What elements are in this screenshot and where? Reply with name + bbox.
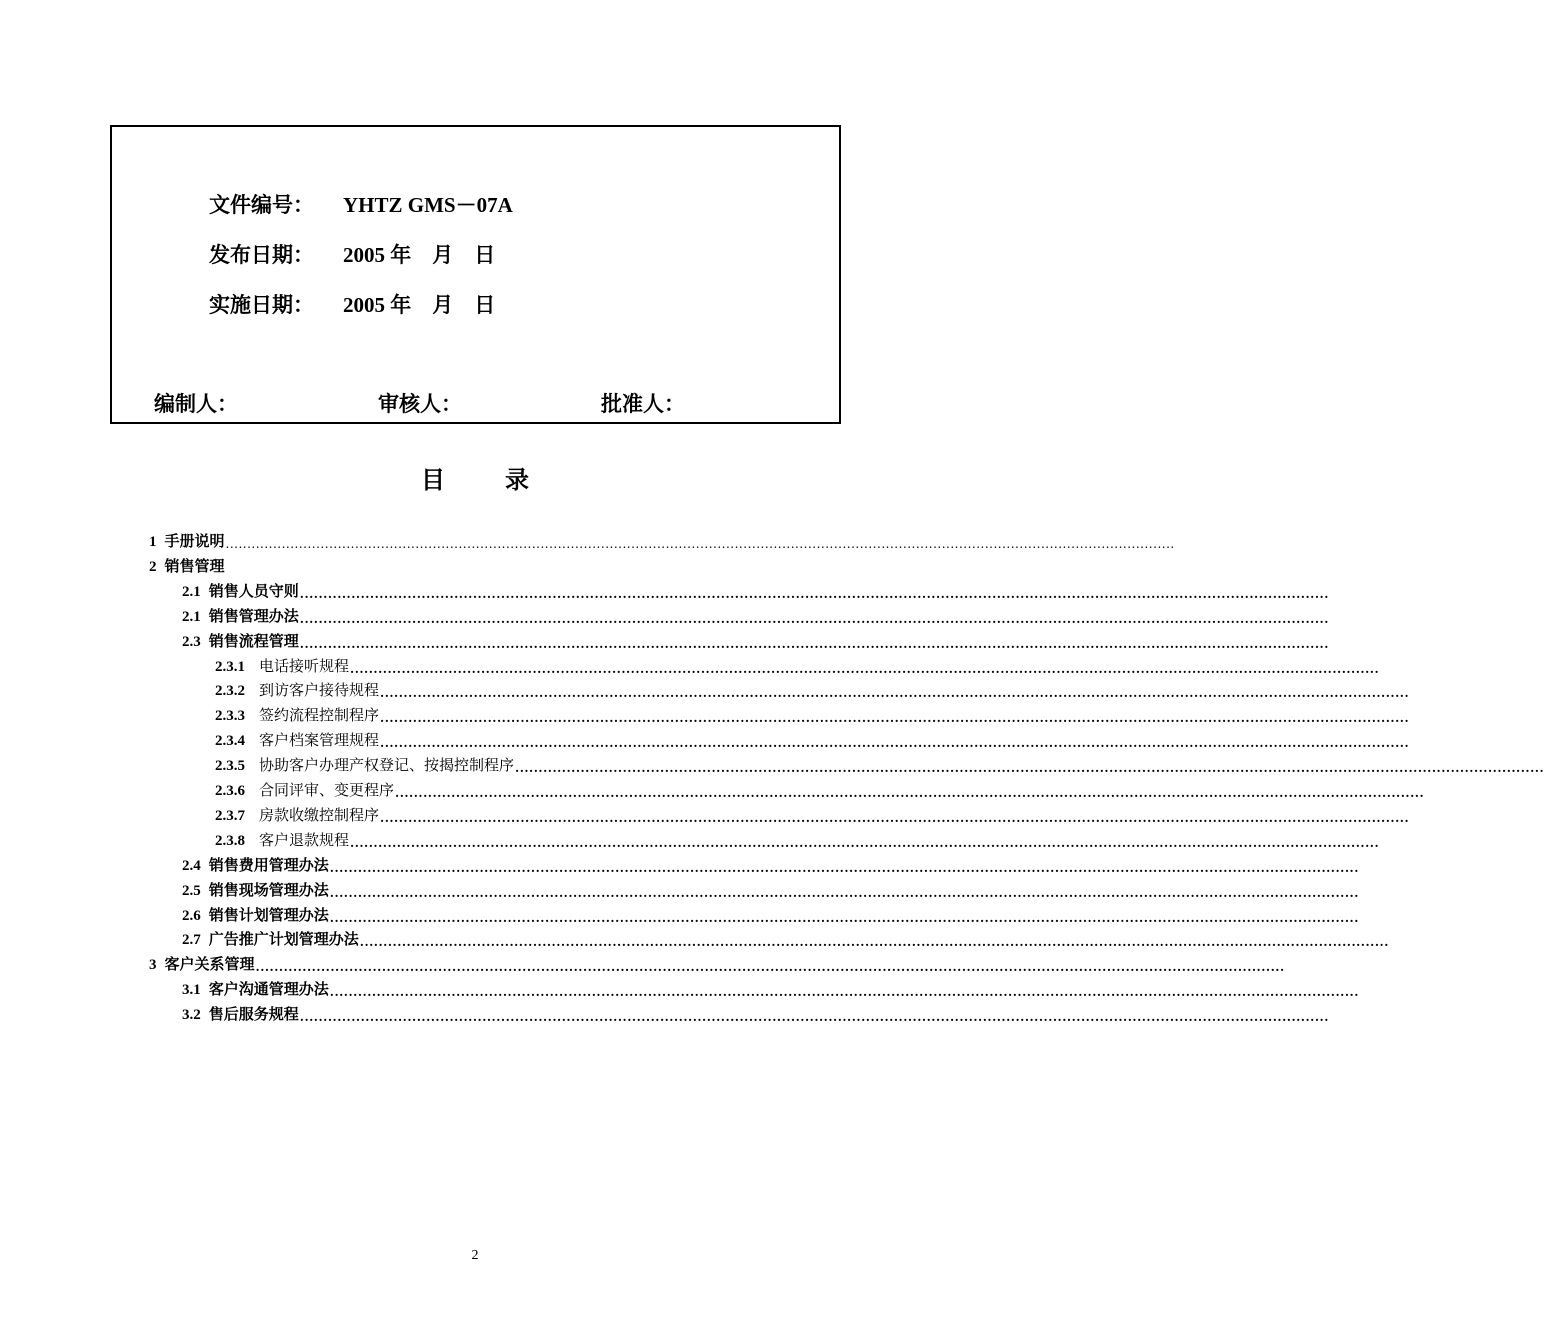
toc-entry-title: 客户沟通管理办法 <box>208 980 329 999</box>
toc-entry[interactable] <box>215 751 1544 776</box>
toc-entry-title: 销售管理 <box>164 556 225 575</box>
toc-dot-leader: ............................................................................................................................................................................................................................ <box>329 860 1359 875</box>
toc-entry[interactable] <box>215 701 1410 726</box>
toc-entry-title: 电话接听规程 <box>259 656 350 675</box>
toc-entry-title: 销售费用管理办法 <box>208 855 329 874</box>
toc-entry-title: 协助客户办理产权登记、按揭控制程序 <box>259 756 515 775</box>
toc-entry-title: 手册说明 <box>164 532 225 550</box>
toc-entry[interactable] <box>215 676 1410 701</box>
toc-entry[interactable] <box>215 776 1425 800</box>
toc-dot-leader: ............................................................................................................................................................................................................................ <box>299 636 1329 651</box>
toc-dot-leader: ............................................................................................................................................................................................................................ <box>329 985 1359 1000</box>
toc-entry-number: 2.3.3 <box>215 708 245 725</box>
toc-dot-leader: ............................................................................................................................................................................................................................ <box>380 711 1410 726</box>
toc-entry-number: 3.2 <box>182 1007 201 1024</box>
publish-date-value: 2005 年 月 日 <box>343 243 496 267</box>
toc-entry-number: 2.4 <box>182 857 201 874</box>
toc-entry-title: 销售流程管理 <box>208 631 299 650</box>
toc-entry-number: 2.7 <box>182 932 201 949</box>
toc-dot-leader: ............................................................................................................................................................................................................................ <box>395 786 1425 800</box>
toc-entry[interactable] <box>149 527 1175 551</box>
toc-entry-number: 3.1 <box>182 982 201 999</box>
publish-date-label: 发布日期： <box>209 243 314 267</box>
toc-entry-title: 售后服务规程 <box>208 1005 299 1024</box>
toc-entry[interactable] <box>182 975 1359 1000</box>
toc-dot-leader: ............................................................................................................................................................................................................................ <box>380 810 1410 825</box>
toc-entry[interactable] <box>215 826 1380 850</box>
publish-date-row <box>209 239 495 269</box>
doc-number-row <box>209 189 513 219</box>
toc-entry-title: 客户退款规程 <box>259 830 350 849</box>
toc-dot-leader: ............................................................................................................................................................................................................................ <box>359 935 1389 950</box>
toc-entry[interactable] <box>215 801 1410 825</box>
toc-entry-title: 广告推广计划管理办法 <box>208 930 359 949</box>
toc-entry-title: 合同评审、变更程序 <box>259 781 395 799</box>
toc-title: 目录 <box>421 466 589 494</box>
toc-entry[interactable] <box>215 726 1410 751</box>
approver-signature: 批准人： <box>601 392 685 416</box>
toc-entry-number: 2.3.7 <box>215 807 245 824</box>
toc-entry-number: 2.3.6 <box>215 783 245 799</box>
toc-entry-number: 3 <box>149 957 157 974</box>
toc-entry-number: 2.3.1 <box>215 658 245 675</box>
toc-dot-leader: ............................................................................................................................................................................................................................ <box>350 661 1380 676</box>
toc-entry-number: 2.3.2 <box>215 683 245 700</box>
toc-entry-number: 2.3.8 <box>215 832 245 849</box>
toc-entry-title: 销售人员守则 <box>208 581 299 600</box>
toc-entry-title: 销售现场管理办法 <box>208 880 329 899</box>
toc-entry[interactable] <box>182 627 1329 651</box>
toc-entry-title: 到访客户接待规程 <box>259 681 380 700</box>
doc-number-value: YHTZ GMS－07A <box>343 193 513 217</box>
toc-entry-number: 2 <box>149 558 157 575</box>
author-signature: 编制人： <box>154 392 238 416</box>
toc-dot-leader: ............................................................................................................................................................................................................................ <box>350 835 1380 850</box>
toc-dot-leader: ............................................................................................................................................................................................................................ <box>329 885 1359 900</box>
toc-entry[interactable] <box>182 577 1329 601</box>
effective-date-value: 2005 年 月 日 <box>343 293 496 317</box>
toc-entry[interactable] <box>182 1000 1329 1025</box>
toc-entry-number: 2.3.5 <box>215 758 245 775</box>
toc-entry-number: 2.5 <box>182 882 201 899</box>
effective-date-row <box>209 289 495 319</box>
toc-dot-leader: ............................................................................................................................................................................................................................ <box>255 960 1285 975</box>
toc-dot-leader: ............................................................................................................................................................................................................................ <box>299 1010 1329 1025</box>
effective-date-label: 实施日期： <box>209 293 314 317</box>
toc-entry[interactable] <box>182 851 1359 875</box>
toc-entry-number: 2.1 <box>182 608 201 625</box>
reviewer-signature: 审核人： <box>378 392 462 416</box>
toc-entry-number: 2.3 <box>182 633 201 650</box>
toc-entry[interactable] <box>215 652 1380 676</box>
toc-entry[interactable] <box>182 901 1359 925</box>
toc-entry-title: 房款收缴控制程序 <box>259 805 380 824</box>
toc-entry-title: 销售管理办法 <box>208 606 299 625</box>
toc-entry-title: 销售计划管理办法 <box>208 905 329 924</box>
document-info-box <box>110 125 841 424</box>
toc-entry[interactable] <box>182 876 1359 900</box>
page-number: 2 <box>471 1248 479 1263</box>
toc-dot-leader: ............................................................................................................................................................................................................................ <box>299 611 1329 626</box>
toc-dot-leader: ............................................................................................................................................................................................................................ <box>380 736 1410 751</box>
toc-dot-leader: ............................................................................................................................................................................................................................ <box>380 686 1410 701</box>
toc-entry[interactable] <box>182 925 1389 950</box>
toc-dot-leader: ............................................................................................................................................................................................................................ <box>225 537 1175 551</box>
toc-entry[interactable] <box>149 552 750 576</box>
toc-entry-number: 1 <box>149 534 157 550</box>
toc-dot-leader: ............................................................................................................................................................................................................................ <box>515 761 1544 776</box>
toc-entry-number: 2.1 <box>182 583 201 600</box>
toc-dot-leader: ............................................................................................................................................................................................................................ <box>329 910 1359 925</box>
toc-entry-title: 客户关系管理 <box>164 955 255 974</box>
toc-entry-title: 签约流程控制程序 <box>259 706 380 725</box>
toc-entry-number: 2.6 <box>182 907 201 924</box>
doc-number-label: 文件编号： <box>209 193 314 217</box>
toc-dot-leader: ............................................................................................................................................................................................................................ <box>299 586 1329 601</box>
toc-entry-number: 2.3.4 <box>215 733 245 750</box>
toc-entry[interactable] <box>149 950 1285 975</box>
toc-entry[interactable] <box>182 602 1329 626</box>
toc-entry-title: 客户档案管理规程 <box>259 731 380 750</box>
